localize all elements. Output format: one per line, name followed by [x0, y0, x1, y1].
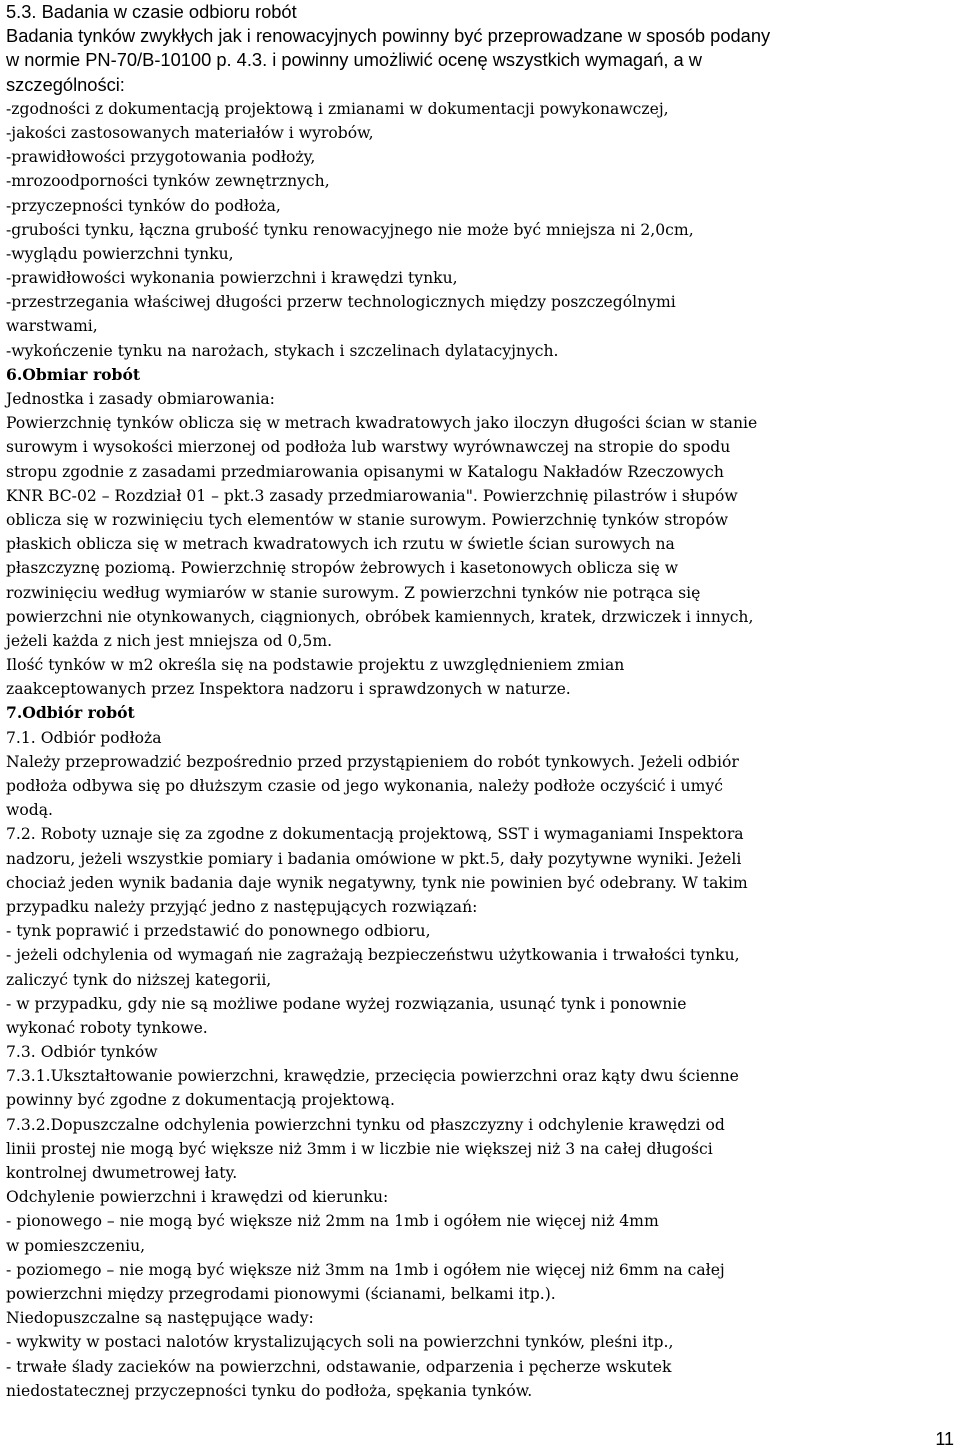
text-line: szczególności:	[6, 73, 125, 95]
text-line: przypadku należy przyjąć jedno z następujących rozwiązań:	[6, 897, 478, 916]
text-line: - wykwity w postaci nalotów krystalizujących soli na powierzchni tynków, pleśni itp.,	[6, 1333, 674, 1352]
text-line: -przestrzegania właściwej długości przerw technologicznych między poszczególnymi	[6, 293, 676, 312]
text-line: 7.3.1.Ukształtowanie powierzchni, krawędzie, przecięcia powierzchni oraz kąty dwu ścienne	[6, 1067, 739, 1086]
text-line: Jednostka i zasady obmiarowania:	[6, 390, 275, 408]
text-line: podłoża odbywa się po dłuższym czasie od jego wykonania, należy podłoże oczyścić i umyć	[6, 777, 723, 795]
text-line: KNR BC-02 – Rozdział 01 – pkt.3 zasady przedmiarowania". Powierzchnię pilastrów i słupów	[6, 486, 738, 505]
intro-line: w normie PN-70/B-10100 p. 4.3. i powinny umożliwić ocenę wszystkich wymagań, a w	[6, 49, 702, 71]
intro-line: Badania tynków zwykłych jak i renowacyjnych powinny być przeprowadzane w sposób podany	[6, 25, 771, 47]
section-heading: 7.Odbiór robót	[6, 703, 135, 723]
text-line: -jakości zastosowanych materiałów i wyrobów,	[6, 123, 374, 142]
text-line: powinny być zgodne z dokumentacją projektową.	[6, 1091, 395, 1110]
text-line: zaakceptowanych przez Inspektora nadzoru i sprawdzonych w naturze.	[6, 680, 571, 699]
text-line: -zgodności z dokumentacją projektową i zmianami w dokumentacji powykonawczej,	[6, 99, 669, 118]
text-line: linii prostej nie mogą być większe niż 3mm i w liczbie nie większej niż 3 na całej długości	[6, 1139, 713, 1158]
text-line: 7.3.2.Dopuszczalne odchylenia powierzchni tynku od płaszczyzny i odchylenie krawędzi od	[6, 1115, 725, 1134]
text-line: płaszczyznę poziomą. Powierzchnię stropów żebrowych i kasetonowych oblicza się w	[6, 559, 679, 578]
text-line: -przyczepności tynków do podłoża,	[6, 196, 281, 215]
text-line: -wykończenie tynku na narożach, stykach i szczelinach dylatacyjnych.	[6, 341, 559, 360]
document-page	[6, 0, 956, 1403]
text-line: 7.2. Roboty uznaje się za zgodne z dokumentacją projektową, SST i wymaganiami Inspektora	[6, 825, 744, 844]
text-line: - pionowego – nie mogą być większe niż 2mm na 1mb i ogółem nie więcej niż 4mm	[6, 1212, 659, 1231]
text-line: -wyglądu powierzchni tynku,	[6, 244, 234, 263]
text-line: stropu zgodnie z zasadami przedmiarowania opisanymi w Katalogu Nakładów Rzeczowych	[6, 462, 724, 481]
text-line: kontrolnej dwumetrowej łaty.	[6, 1164, 238, 1182]
text-line: - poziomego – nie mogą być większe niż 3mm na 1mb i ogółem nie więcej niż 6mm na całej	[6, 1260, 725, 1279]
text-line: 7.1. Odbiór podłoża	[6, 728, 162, 747]
text-line: rozwinięciu według wymiarów w stanie surowym. Z powierzchni tynków nie potrąca się	[6, 583, 701, 602]
text-line: - w przypadku, gdy nie są możliwe podane wyżej rozwiązania, usunąć tynk i ponownie	[6, 994, 687, 1013]
section-heading: 5.3. Badania w czasie odbioru robót	[6, 1, 297, 22]
text-line: warstwami,	[6, 317, 98, 336]
text-line: - tynk poprawić i przedstawić do ponownego odbioru,	[6, 922, 431, 941]
text-line: Niedopuszczalne są następujące wady:	[6, 1309, 314, 1328]
text-line: surowym i wysokości mierzonej od podłoża lub warstwy wyrównawczej na stropie do spodu	[6, 438, 731, 457]
text-line: w pomieszczeniu,	[6, 1236, 146, 1255]
text-line: - jeżeli odchylenia od wymagań nie zagrażają bezpieczeństwu użytkowania i trwałości tynku,	[6, 946, 740, 965]
text-line: -prawidłowości wykonania powierzchni i krawędzi tynku,	[6, 269, 458, 288]
document-body	[6, 73, 956, 1403]
text-line: wodą.	[6, 801, 53, 820]
text-line: -prawidłowości przygotowania podłoży,	[6, 148, 316, 167]
section-heading: 6.Obmiar robót	[6, 364, 141, 384]
text-line: -mrozoodporności tynków zewnętrznych,	[6, 172, 330, 191]
text-line: jeżeli każda z nich jest mniejsza od 0,5m.	[6, 631, 333, 650]
text-line: chociaż jeden wynik badania daje wynik negatywny, tynk nie powinien być odebrany. W takim	[6, 873, 748, 892]
text-line: zaliczyć tynk do niższej kategorii,	[6, 970, 272, 989]
text-line: nadzoru, jeżeli wszystkie pomiary i badania omówione w pkt.5, dały pozytywne wyniki. Jeżeli	[6, 849, 742, 868]
text-line: powierzchni nie otynkowanych, ciągnionych, obróbek kamiennych, kratek, drzwiczek i innych,	[6, 607, 754, 626]
text-line: 7.3. Odbiór tynków	[6, 1043, 158, 1062]
text-line: płaskich oblicza się w metrach kwadratowych ich rzutu w świetle ścian surowych na	[6, 535, 675, 554]
text-line: Odchylenie powierzchni i krawędzi od kierunku:	[6, 1188, 389, 1207]
text-line: oblicza się w rozwinięciu tych elementów w stanie surowym. Powierzchnię tynków stropów	[6, 510, 729, 529]
text-line: Należy przeprowadzić bezpośrednio przed przystąpieniem do robót tynkowych. Jeżeli odbiór	[6, 752, 739, 771]
text-line: -grubości tynku, łączna grubość tynku renowacyjnego nie może być mniejsza ni 2,0cm,	[6, 220, 694, 239]
text-line: powierzchni między przegrodami pionowymi (ścianami, belkami itp.).	[6, 1284, 556, 1303]
text-line: niedostatecznej przyczepności tynku do podłoża, spękania tynków.	[6, 1381, 533, 1400]
page-number: 11	[935, 1429, 954, 1449]
text-line: Ilość tynków w m2 określa się na podstawie projektu z uwzględnieniem zmian	[6, 656, 625, 675]
text-line: - trwałe ślady zacieków na powierzchni, odstawanie, odparzenia i pęcherze wskutek	[6, 1357, 672, 1376]
text-line: wykonać roboty tynkowe.	[6, 1018, 208, 1037]
text-line: Powierzchnię tynków oblicza się w metrach kwadratowych jako iloczyn długości ścian w stanie	[6, 414, 758, 433]
